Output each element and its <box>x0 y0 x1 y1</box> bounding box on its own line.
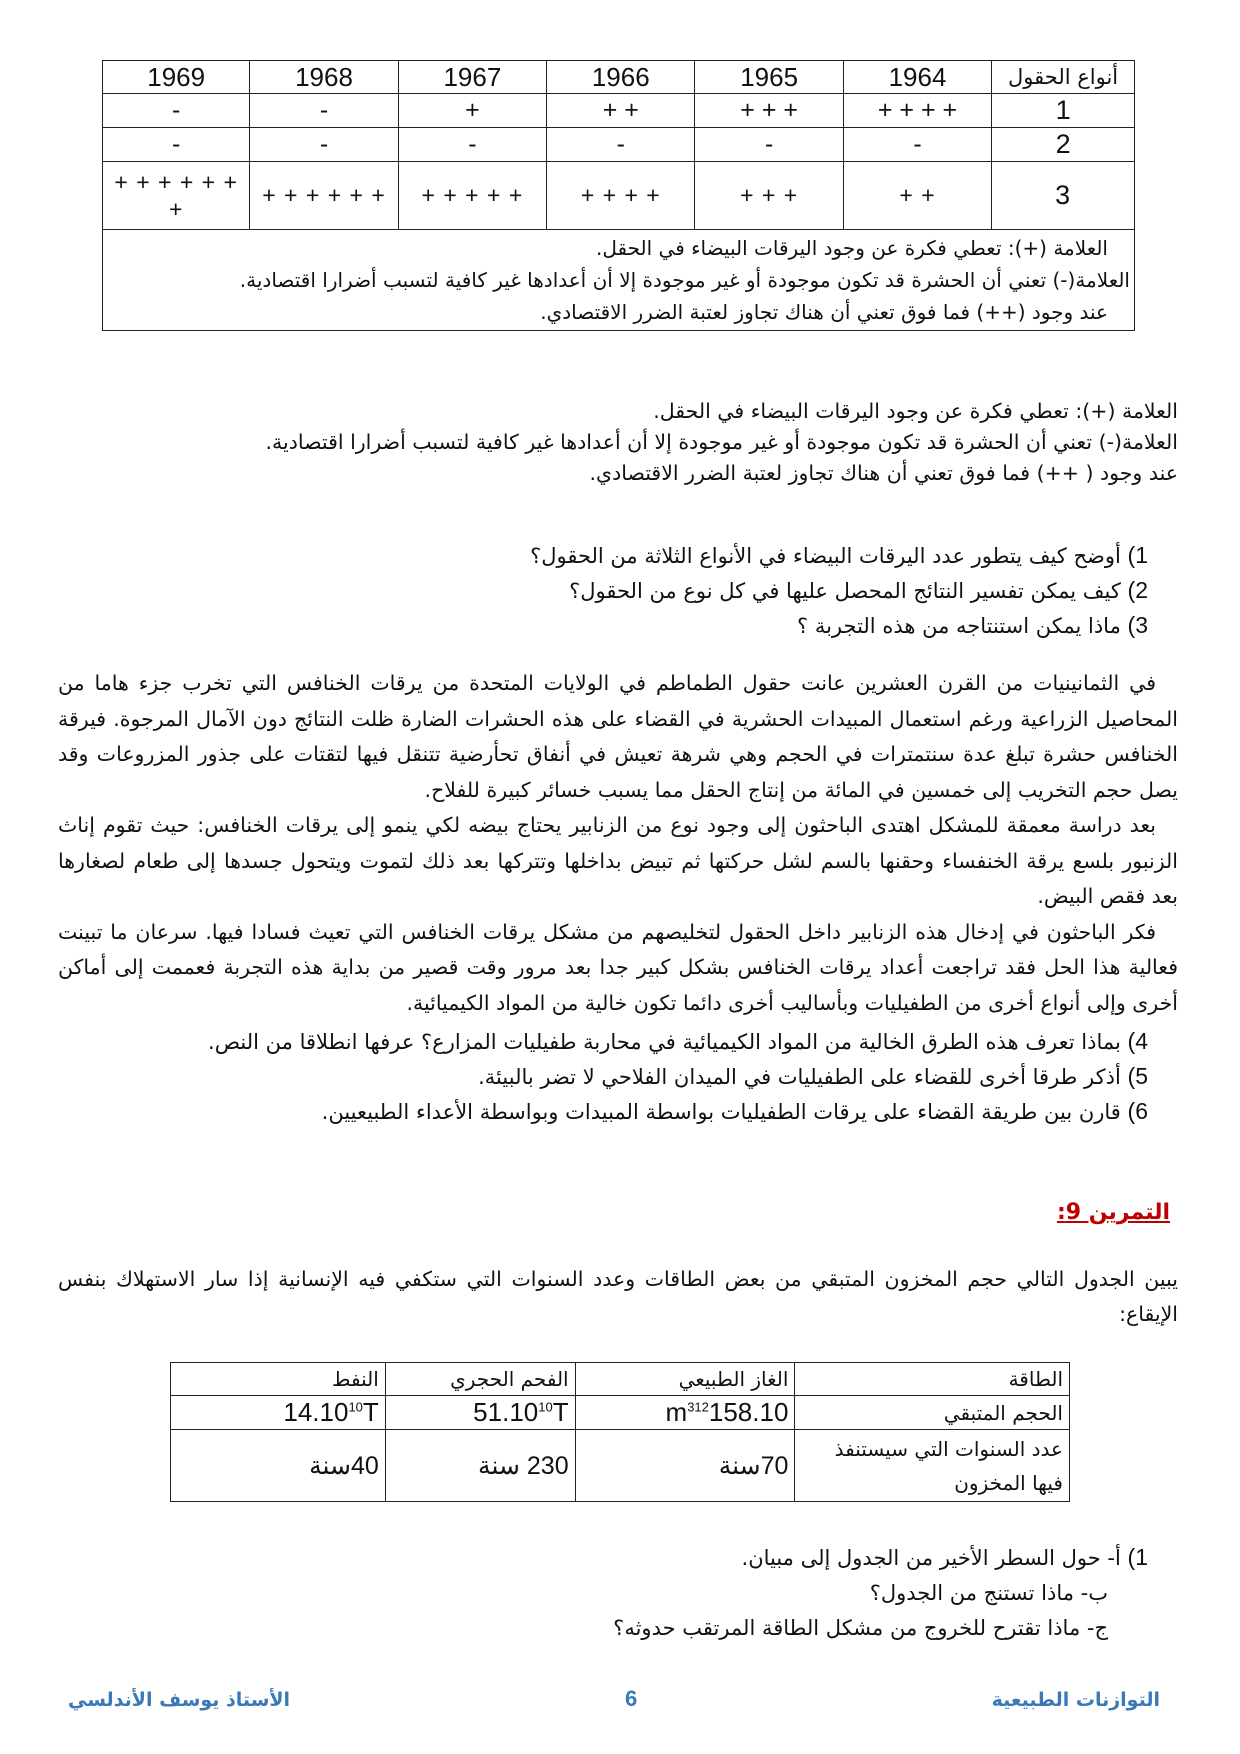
year-header: 1966 <box>547 61 695 94</box>
exponent: 10 <box>538 1399 553 1415</box>
gas-header: الغاز الطبيعي <box>575 1363 795 1396</box>
table-cell: - <box>103 128 250 162</box>
gas-volume <box>575 1396 795 1430</box>
table-cell: - <box>250 128 398 162</box>
table-cell: + + + <box>695 162 843 230</box>
field-number: 2 <box>992 128 1135 162</box>
years-label: عدد السنوات التي سيستنفذ فيها المخزون <box>795 1430 1070 1502</box>
table-cell: - <box>547 128 695 162</box>
note-line: العلامة (+): تعطي فكرة عن وجود اليرقات البيضاء في الحقل. <box>596 236 1108 260</box>
question-number: 3) <box>1127 612 1148 638</box>
passage-paragraph: بعد دراسة معمقة للمشكل اهتدى الباحثون إلى وجود نوع من الزنابير يحتاج بيضه لكي ينمو إلى يرقات الخنافس: حيث تقوم إناث الزنبور بلسع يرقة الخنفساء وحقنها بالسم لشل حركتها ثم تبيض بداخلها وتتركها بعد ذلك لتموت ويتحول جسدها إلى طعام لصغارها بعد فقص البيض. <box>58 813 1178 908</box>
footer-author: الأستاذ يوسف الأندلسي <box>68 1689 291 1711</box>
year-header: 1964 <box>843 61 991 94</box>
unit-exponent: 3 <box>687 1399 695 1415</box>
table-cell: - <box>843 128 991 162</box>
exponent: 10 <box>348 1399 363 1415</box>
legend-line: عند وجود ( ++) فما فوق تعني أن هناك تجاوز لعتبة الضرر الاقتصادي. <box>589 461 1178 485</box>
questions-list-b <box>88 1024 1148 1129</box>
exercise-intro: يبين الجدول التالي حجم المخزون المتبقي من بعض الطاقات وعدد السنوات التي ستكفي فيه الإنسانية إذا سار الاستهلاك بنفس الإيقاع: <box>58 1267 1178 1326</box>
page-number: 6 <box>625 1686 638 1711</box>
table-row <box>103 94 1135 128</box>
energy-header: الطاقة <box>795 1363 1070 1396</box>
table-cell: + + + + <box>843 94 991 128</box>
coal-header: الفحم الحجري <box>385 1363 575 1396</box>
table-cell: + + <box>843 162 991 230</box>
table-cell: + + + + + + <box>250 162 398 230</box>
questions-list-c <box>88 1540 1148 1646</box>
legend-line: العلامة(-) تعني أن الحشرة قد تكون موجودة أو غير موجودة إلا أن أعدادها غير كافية لتسبب أضرارا اقتصادية. <box>265 430 1178 454</box>
question-text: بماذا تعرف هذه الطرق الخالية من المواد الكيميائية في محاربة طفيليات المزارع؟ عرفها انطلاقا من النص. <box>208 1030 1121 1054</box>
year-header: 1967 <box>398 61 546 94</box>
question-text: ماذا يمكن استنتاجه من هذه التجربة ؟ <box>797 614 1121 638</box>
question-number: 5) <box>1127 1063 1148 1089</box>
table-header-row <box>103 61 1135 94</box>
fields-table <box>102 60 1135 331</box>
table-note <box>103 230 1135 331</box>
exponent: 12 <box>694 1399 709 1415</box>
question-item <box>88 573 1148 608</box>
value: 158.10 <box>708 1397 789 1427</box>
field-types-header: أنواع الحقول <box>992 61 1135 94</box>
question-text: كيف يمكن تفسير النتائج المحصل عليها في كل نوع من الحقول؟ <box>569 579 1121 603</box>
value: 51.10 <box>473 1397 539 1427</box>
table-row <box>103 128 1135 162</box>
question-item <box>88 1024 1148 1059</box>
unit: m <box>665 1397 688 1427</box>
energy-table <box>170 1362 1070 1502</box>
oil-header: النفط <box>171 1363 386 1396</box>
footer-chapter-title: التوازنات الطبيعية <box>991 1689 1160 1711</box>
question-item: ب- ماذا تستنج من الجدول؟ <box>869 1581 1108 1605</box>
exercise-title: التمرين 9: <box>1056 1200 1170 1225</box>
table-row <box>171 1430 1070 1502</box>
table-row <box>103 162 1135 230</box>
table-cell: + + + + + + + <box>103 162 250 230</box>
table-cell: + + + + <box>547 162 695 230</box>
gas-years: 70سنة <box>575 1430 795 1502</box>
question-item <box>88 608 1148 643</box>
note-line: العلامة(-) تعني أن الحشرة قد تكون موجودة أو غير موجودة إلا أن أعدادها غير كافية لتسبب أضرارا اقتصادية. <box>239 268 1130 292</box>
coal-years: 230 سنة <box>385 1430 575 1502</box>
question-number: 6) <box>1127 1098 1148 1124</box>
remaining-volume-label: الحجم المتبقي <box>795 1396 1070 1430</box>
question-text: أ- حول السطر الأخير من الجدول إلى مبيان. <box>741 1546 1121 1570</box>
year-header: 1965 <box>695 61 843 94</box>
passage-paragraph: في الثمانينيات من القرن العشرين عانت حقول الطماطم في الولايات المتحدة من يرقات الخنافس التي تخرب جزء هاما من المحاصيل الزراعية ورغم استعمال المبيدات الحشرية في القضاء على هذه الحشرات الضارة ظلت النتائج دون الآمال المرجوة. فيرقة الخنافس حشرة تبلغ عدة سنتمترات في الحجم وهي شرهة تعيش في أنفاق تحأرضية تتنقل فيها لتقتات على جذور المزروعات وقد يصل حجم التخريب إلى خمسين في المائة من إنتاج الحقل مما يسبب خسائر كبيرة للفلاح. <box>58 671 1178 802</box>
table-cell: - <box>103 94 250 128</box>
table-row <box>171 1396 1070 1430</box>
year-header: 1968 <box>250 61 398 94</box>
oil-years: 40سنة <box>171 1430 386 1502</box>
note-line: عند وجود (++) فما فوق تعني أن هناك تجاوز لعتبة الضرر الاقتصادي. <box>540 300 1108 324</box>
question-number: 2) <box>1127 577 1148 603</box>
question-text: أوضح كيف يتطور عدد اليرقات البيضاء في الأنواع الثلاثة من الحقول؟ <box>530 544 1121 568</box>
table-header-row <box>171 1363 1070 1396</box>
legend-line: العلامة (+): تعطي فكرة عن وجود اليرقات البيضاء في الحقل. <box>653 399 1178 423</box>
table-cell: - <box>250 94 398 128</box>
question-number: 1) <box>1127 542 1148 568</box>
question-item <box>88 1094 1148 1129</box>
question-item: ج- ماذا تقترح للخروج من مشكل الطاقة المرتقب حدوثه؟ <box>613 1616 1108 1640</box>
coal-volume <box>385 1396 575 1430</box>
oil-volume <box>171 1396 386 1430</box>
question-text: أذكر طرقا أخرى للقضاء على الطفيليات في الميدان الفلاحي لا تضر بالبيئة. <box>478 1065 1121 1089</box>
table-cell: + + <box>547 94 695 128</box>
value: 14.10 <box>283 1397 349 1427</box>
passage-paragraph: فكر الباحثون في إدخال هذه الزنابير داخل الحقول لتخليصهم من مشكل يرقات الخنافس التي تعيث فسادا فيها. سرعان ما تبينت فعالية هذا الحل فقد تراجعت أعداد يرقات الخنافس بشكل كبير جدا بعد مرور وقت قصير من بداية هذه التجربة فعممت إلى أماكن أخرى وإلى أنواع أخرى من الطفيليات وبأساليب أخرى دائما تكون خالية من المواد الكيميائية. <box>58 919 1178 1015</box>
text-passage <box>58 666 1178 1021</box>
question-item <box>88 538 1148 573</box>
table-cell: + <box>398 94 546 128</box>
table-note-row <box>103 230 1135 331</box>
table-cell: + + + + + <box>398 162 546 230</box>
question-number: 4) <box>1127 1028 1148 1054</box>
question-item <box>88 1059 1148 1094</box>
questions-list-a <box>88 538 1148 643</box>
question-number: 1) <box>1127 1544 1148 1570</box>
question-item <box>88 1540 1148 1576</box>
unit: T <box>362 1397 379 1427</box>
field-number: 1 <box>992 94 1135 128</box>
field-number: 3 <box>992 162 1135 230</box>
year-header: 1969 <box>103 61 250 94</box>
table-cell: - <box>695 128 843 162</box>
unit: T <box>552 1397 569 1427</box>
table-cell: + + + <box>695 94 843 128</box>
legend <box>58 396 1178 489</box>
table-cell: - <box>398 128 546 162</box>
question-text: قارن بين طريقة القضاء على يرقات الطفيليات بواسطة المبيدات وبواسطة الأعداء الطبيعيين. <box>321 1100 1121 1124</box>
